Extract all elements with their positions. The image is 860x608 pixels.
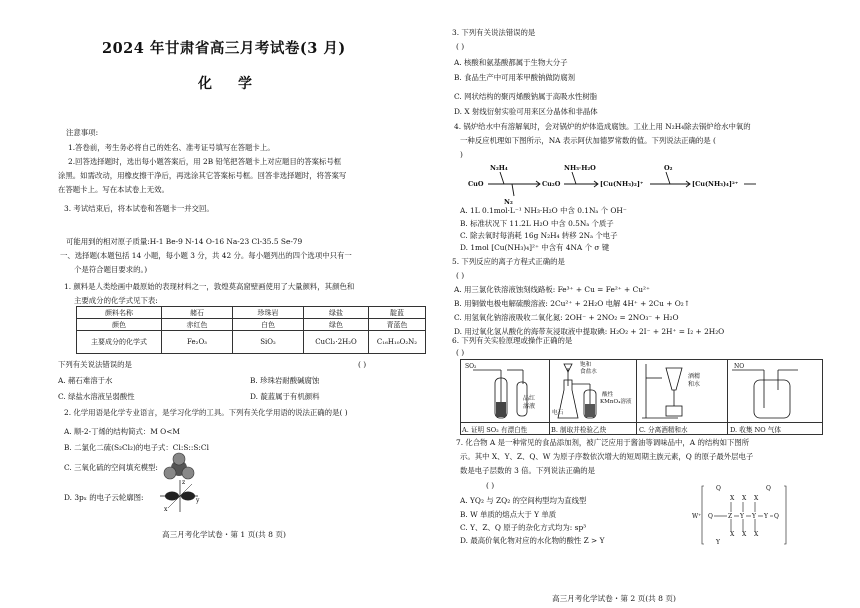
q2-option-a: A. 顺-2-丁烯的结构简式：M O<M: [64, 427, 180, 436]
3px-orbital-diagram: [158, 478, 202, 514]
subject-title: 化学: [198, 76, 278, 92]
table-cell: Fe₂O₃: [162, 331, 233, 354]
q7-stem-2: 示。其中 X、Y、Z、Q、W 为原子序数依次增大的短周期主族元素，Q 的原子最外层电子: [460, 452, 754, 461]
table-cell: 赭石: [162, 307, 233, 319]
q4-option-c: C. 除去氧时每消耗 16g N₂H₄ 转移 2Nₐ 个电子: [460, 231, 618, 240]
label-kmno4: KMnO₄溶液: [600, 399, 632, 405]
q5-bracket: ( ): [456, 271, 465, 280]
svg-text:z: z: [182, 479, 186, 486]
q7-option-a: A. YQ₂ 与 ZQ₂ 的空间构型均为直线型: [460, 496, 587, 505]
q6-option-b: B. 制取并检验乙炔: [551, 426, 607, 434]
table-row: [77, 319, 426, 331]
label-heshui: 和水: [688, 381, 701, 388]
note-line-4: 在答题卡上。写在本试卷上无效。: [58, 185, 169, 194]
q1-ask: 下列有关说法错误的是: [58, 360, 132, 369]
q2-option-c: C. 三氧化硫的空间填充模型:: [64, 463, 158, 472]
note-line-5: 3. 考试结束后，将本试卷和答题卡一并交回。: [64, 204, 214, 213]
no-collection-apparatus: [728, 360, 822, 422]
q5-option-a: A. 用三氯化铁溶液蚀刻线路板: Fe³⁺ + Cu = Fe²⁺ + Cu²⁺: [454, 285, 650, 294]
q6-option-a: A. 证明 SO₂ 有漂白性: [462, 426, 528, 434]
q3-stem: 3. 下列有关说法错误的是: [452, 28, 536, 37]
note-line-1: 1.答卷前，考生务必将自己的姓名、准考证号填写在答题卡上。: [68, 143, 275, 152]
q4-stem-3: ): [460, 150, 463, 159]
label-rongye: 溶液: [523, 403, 536, 410]
q2-option-d: D. 3pₓ 的电子云轮廓图:: [64, 493, 144, 502]
species-cu2o: Cu₂O: [542, 180, 561, 188]
q2-option-b: B. 二氯化二硫(S₂Cl₂)的电子式：Cl:S::S:Cl: [64, 443, 209, 452]
table-cell: 颜色: [77, 319, 162, 331]
table-cell: C₁₆H₁₀O₂N₂: [369, 331, 426, 354]
q3-option-d: D. X 射线衍射实验可用来区分晶体和非晶体: [454, 107, 598, 116]
table-cell: SiO₂: [233, 331, 304, 354]
label-pinhong: 品红: [523, 395, 536, 402]
q7-stem-1: 7. 化合物 A 是一种常见的食品添加剂，被广泛应用于酱油等调味品中，A 的结构如下图所: [456, 438, 750, 447]
q7-option-d: D. 最高价氧化物对应的水化物的酸性 Z > Y: [460, 536, 605, 545]
q1-bracket: ( ): [358, 360, 367, 369]
table-row: [77, 331, 426, 354]
table-cell: 绿色: [304, 319, 369, 331]
svg-text:x: x: [164, 506, 168, 513]
species-cuo: CuO: [468, 180, 484, 188]
pigment-table: [76, 306, 426, 354]
svg-text:Y: Y: [764, 513, 768, 520]
q3-option-c: C. 网状结构的聚丙烯酸钠属于高吸水性树脂: [454, 92, 598, 101]
q4-stem-1: 4. 锅炉给水中有溶解氧时，会对锅炉的炉体造成腐蚀。工业上用 N₂H₄除去锅炉给水中氧的: [454, 122, 751, 131]
table-cell: 青蓝色: [369, 319, 426, 331]
svg-text:Z: Z: [728, 513, 733, 520]
q5-stem: 5. 下列反应的离子方程式正确的是: [452, 257, 565, 266]
species-cu-nh3-4: [Cu(NH₃)₄]²⁺: [692, 180, 739, 188]
section-header-1: 一、选择题(本题包括 14 小题，每小题 3 分，共 42 分。每小题列出的四个选项中只有一: [60, 251, 352, 260]
page-2: [430, 0, 860, 608]
svg-text:X: X: [730, 531, 735, 538]
q4-stem-2: 一种反应机理如下图所示，NA 表示阿伏加德罗常数的值。下列说法正确的是 (: [460, 136, 716, 145]
byproduct-n2: N₂: [504, 198, 513, 206]
table-cell: 绿盐: [304, 307, 369, 319]
q7-bracket: ( ): [486, 481, 495, 490]
q6-stem: 6. 下列有关实验原理或操作正确的是: [452, 336, 573, 345]
table-cell: 珍珠岩: [233, 307, 304, 319]
q6-bracket: ( ): [456, 348, 465, 357]
notes-header: 注意事项:: [66, 128, 99, 137]
q7-stem-3: 数是电子层数的 3 倍。下列说法正确的是: [460, 466, 596, 475]
reagent-o2: O₂: [664, 164, 673, 172]
q1-option-b: B. 珍珠岩耐酸碱腐蚀: [250, 376, 320, 385]
label-shiyanshui: 食盐水: [580, 369, 597, 375]
label-dianshi: 电石: [552, 410, 564, 416]
q1-option-c: C. 绿盐水溶液呈弱酸性: [58, 392, 135, 401]
q1-option-a: A. 赭石难溶于水: [58, 376, 113, 385]
cation-w: W⁺: [692, 513, 702, 520]
q5-option-d: D. 用过氧化氢从酸化的海带灰浸取液中提取碘: H₂O₂ + 2I⁻ + 2H⁺ = I₂ + 2H₂O: [454, 327, 725, 336]
q3-option-a: A. 核酸和氨基酸都属于生物大分子: [454, 58, 568, 67]
note-line-3: 涂黑。如需改动，用橡皮擦干净后，再选涂其它答案标号框。回答非选择题时，将答案写: [58, 171, 347, 180]
atomic-masses: 可能用到的相对原子质量:H-1 Be-9 N-14 O-16 Na-23 Cl-35.5 Se-79: [66, 237, 303, 246]
q1-stem-2: 主要成分的化学式见下表:: [74, 296, 158, 305]
svg-text:Q: Q: [766, 485, 771, 492]
svg-text:X: X: [754, 531, 759, 538]
table-row: [77, 307, 426, 319]
footer-page-2: 高三月考化学试卷・第 2 页(共 8 页): [552, 594, 676, 603]
svg-text:Y: Y: [740, 513, 744, 520]
table-cell: 主要成分的化学式: [77, 331, 162, 354]
label-jiujing: 酒精: [688, 373, 701, 380]
footer-page-1: 高三月考化学试卷・第 1 页(共 8 页): [162, 530, 286, 539]
q3-bracket: ( ): [456, 42, 465, 51]
table-cell: 颜料名称: [77, 307, 162, 319]
svg-text:Y: Y: [716, 539, 720, 546]
svg-text:X: X: [742, 495, 747, 502]
compound-a-structure: [690, 478, 802, 550]
so3-test-tube-apparatus: [461, 360, 549, 422]
svg-text:y: y: [196, 497, 200, 504]
q2-stem: 2. 化学用语是化学专业语言，是学习化学的工具。下列有关化学用语的说法正确的是( ): [64, 408, 348, 417]
reagent-nh3h2o: NH₃·H₂O: [564, 164, 596, 172]
exam-title: 2024 年甘肃省高三月考试卷(3 月): [102, 40, 346, 57]
svg-text:Q: Q: [708, 513, 713, 520]
table-cell: CuCl₂·2H₂O: [304, 331, 369, 354]
label-no: NO: [734, 363, 745, 370]
q4-option-b: B. 标准状况下 11.2L H₂O 中含 0.5Nₐ 个质子: [460, 219, 614, 228]
svg-text:X: X: [730, 495, 735, 502]
q7-option-c: C. Y、Z、Q 原子的杂化方式均为: sp³: [460, 523, 587, 532]
section-header-2: 个是符合题目要求的。): [74, 265, 148, 274]
q7-option-b: B. W 单质的熔点大于 Y 单质: [460, 510, 557, 519]
label-baohe: 饱和: [580, 362, 592, 368]
q4-option-a: A. 1L 0.1mol·L⁻¹ NH₃·H₂O 中含 0.1Nₐ 个 OH⁻: [460, 206, 627, 215]
separation-funnel-apparatus: [638, 360, 728, 422]
table-cell: 白色: [233, 319, 304, 331]
q6-option-d: D. 收集 NO 气体: [730, 426, 781, 434]
label-so2: SO₂: [465, 363, 477, 370]
q1-stem-1: 1. 颜料是人类绘画中最原始的表现材料之一，敦煌莫高窟壁画使用了大量颜料，其颜色和: [64, 282, 355, 291]
svg-text:Q: Q: [716, 485, 721, 492]
q1-option-d: D. 靛蓝属于有机颜料: [250, 392, 320, 401]
q5-option-b: B. 用铜做电极电解硫酸溶液: 2Cu²⁺ + 2H₂O 电解 4H⁺ + 2Cu + O₂↑: [454, 299, 690, 308]
label-suanxing: 酸性: [602, 392, 614, 398]
q4-option-d: D. 1mol [Cu(NH₃)₄]²⁺ 中含有 4NA 个 σ 键: [460, 243, 610, 252]
table-cell: 赤红色: [162, 319, 233, 331]
table-cell: 靛蓝: [369, 307, 426, 319]
svg-text:X: X: [742, 531, 747, 538]
q5-option-c: C. 用氢氧化钠溶液吸收二氧化氮: 2OH⁻ + 2NO₂ = 2NO₃⁻ + H₂O: [454, 313, 679, 322]
svg-text:X: X: [754, 495, 759, 502]
q4-mechanism-diagram: [460, 158, 760, 206]
note-line-2: 2.回答选择题时，选出每小题答案后，用 2B 铅笔把答题卡上对应题目的答案标号框: [68, 157, 342, 166]
reagent-n2h4: N₂H₄: [490, 164, 508, 172]
species-cu-nh3-2: [Cu(NH₃)₂]⁺: [600, 180, 644, 188]
svg-text:Y: Y: [752, 513, 756, 520]
acetylene-apparatus: [550, 360, 636, 422]
svg-text:Q: Q: [774, 513, 779, 520]
q6-option-c: C. 分离酒精和水: [639, 426, 688, 434]
q3-option-b: B. 食品生产中可用苯甲酸钠做防腐剂: [454, 73, 575, 82]
